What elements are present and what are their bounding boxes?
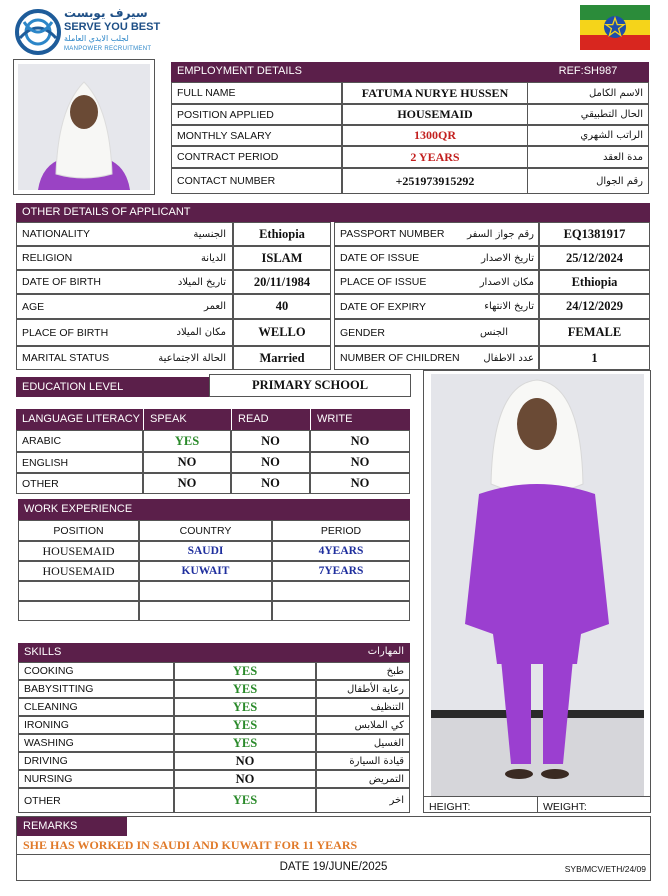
skill-other-arabic: اخر (389, 795, 404, 806)
position-applied-arabic: الحال التطبيقي (580, 109, 643, 120)
religion-value: ISLAM (261, 250, 303, 265)
contact-number-label: CONTACT NUMBER (177, 175, 276, 187)
passport-number-value: EQ1381917 (563, 226, 626, 241)
contract-period-label: CONTRACT PERIOD (177, 151, 279, 163)
skills-title: SKILLS (24, 646, 62, 658)
remarks-text: SHE HAS WORKED IN SAUDI AND KUWAIT FOR 11 YEARS (23, 838, 358, 852)
ethiopia-flag (580, 5, 650, 50)
skill-cooking-arabic: طبخ (386, 665, 404, 677)
marital-status-label: MARITAL STATUS (22, 352, 110, 364)
skill-babysitting-value: YES (232, 681, 258, 696)
gender-value: FEMALE (567, 325, 622, 339)
logo-sub: MANPOWER RECRUITMENT (64, 46, 152, 52)
work-position-1: HOUSEMAID (42, 543, 115, 558)
arabic-write: NO (350, 433, 370, 448)
period-col-header: PERIOD (320, 524, 362, 537)
position-applied-value: HOUSEMAID (397, 107, 473, 121)
language-other-label: OTHER (22, 477, 59, 490)
english-write: NO (350, 455, 370, 469)
remarks-section (16, 816, 651, 855)
gender-label: GENDER (340, 326, 385, 339)
skill-nursing-label: NURSING (24, 773, 73, 785)
skill-washing-arabic: الغسيل (373, 737, 404, 749)
skill-babysitting-label: BABYSITTING (24, 683, 94, 695)
religion-arabic: الديانة (200, 252, 226, 264)
work-country-2: KUWAIT (181, 565, 230, 577)
empty-row (18, 581, 139, 601)
nationality-label: NATIONALITY (22, 228, 91, 240)
full-name-value: FATUMA NURYE HUSSEN (361, 85, 509, 100)
date-of-expiry-arabic: تاريخ الانتهاء (484, 301, 534, 312)
gender-arabic: الجنس (479, 327, 508, 338)
other-details-header: OTHER DETAILS OF APPLICANT (16, 203, 331, 222)
skill-ironing-value: YES (232, 717, 258, 732)
logo-arabic-sub: لجلب الايدي العاملة (64, 34, 129, 43)
place-of-issue-arabic: مكان الاصدار (479, 276, 534, 288)
skills-title-arabic: المهارات (367, 646, 404, 657)
skill-ironing-label: IRONING (24, 719, 69, 731)
date-of-issue-label: DATE OF ISSUE (340, 252, 420, 264)
age-label: AGE (22, 300, 45, 313)
skill-nursing-value: NO (235, 771, 255, 786)
portrait-icon (18, 64, 150, 190)
write-header: WRITE (310, 409, 410, 430)
date-of-birth-value: 20/11/1984 (253, 274, 311, 289)
position-col-header: POSITION (53, 524, 104, 537)
contact-number-value: +251973915292 (395, 173, 475, 188)
full-name-arabic: الاسم الكامل (588, 87, 643, 99)
education-level-box (209, 374, 411, 397)
skill-other-value: YES (232, 793, 258, 807)
number-of-children-arabic: عدد الاطفال (483, 352, 534, 364)
date-of-birth-label: DATE OF BIRTH (22, 276, 101, 288)
skill-cleaning-value: YES (232, 699, 258, 714)
education-level-value: PRIMARY SCHOOL (251, 378, 369, 392)
contract-period-value: 2 YEARS (410, 149, 460, 164)
passport-number-label: PASSPORT NUMBER (340, 228, 445, 240)
work-period-2: 7YEARS (318, 565, 364, 577)
number-of-children-value: 1 (591, 350, 598, 365)
skill-driving-label: DRIVING (24, 755, 68, 767)
skill-cooking-value: YES (232, 663, 258, 678)
education-level-label: EDUCATION LEVEL (16, 377, 209, 397)
english-speak: NO (177, 455, 197, 469)
contract-period-arabic: مدة العقد (603, 151, 643, 163)
place-of-birth-arabic: مكان الميلاد (176, 327, 226, 338)
height-box (424, 796, 538, 813)
full-photo-frame (423, 370, 651, 813)
weight-box (538, 796, 651, 813)
logo-english: SERVE YOU BEST (64, 21, 161, 33)
skill-ironing-arabic: كي الملابس (354, 719, 404, 731)
other-read: NO (261, 476, 280, 490)
company-logo (14, 6, 161, 58)
footer (16, 855, 651, 881)
language-english-label: ENGLISH (22, 456, 69, 469)
skill-cooking-label: COOKING (24, 665, 74, 677)
date-of-birth-arabic: تاريخ الميلاد (177, 276, 226, 288)
passport-number-arabic: رقم جواز السفر (467, 228, 534, 240)
date-of-expiry-label: DATE OF EXPIRY (340, 300, 426, 313)
footer-code: SYB/MCV/ETH/24/09 (564, 864, 646, 874)
skill-washing-value: YES (232, 735, 258, 750)
skill-cleaning-arabic: التنظيف (370, 701, 404, 713)
language-arabic-label: ARABIC (22, 435, 62, 447)
remarks-header: REMARKS (17, 817, 127, 836)
skill-babysitting-arabic: رعاية الأطفال (347, 683, 404, 695)
other-details-header-right (331, 203, 650, 222)
monthly-salary-value: 1300QR (414, 128, 456, 142)
english-read: NO (261, 455, 280, 469)
other-write: NO (350, 476, 370, 490)
full-body-portrait-icon (431, 374, 644, 796)
skills-header (18, 643, 410, 662)
date-of-issue-arabic: تاريخ الاصدار (481, 252, 534, 264)
contact-number-arabic: رقم الجوال (596, 175, 643, 187)
date-of-issue-value: 25/12/2024 (566, 250, 623, 265)
place-of-issue-label: PLACE OF ISSUE (340, 276, 427, 288)
number-of-children-label: NUMBER OF CHILDREN (340, 352, 460, 364)
work-period-1: 4YEARS (318, 545, 364, 557)
table-row (18, 541, 139, 561)
age-arabic: العمر (204, 301, 226, 312)
passport-photo (18, 64, 150, 190)
language-header: LANGUAGE LITERACY (16, 409, 143, 430)
arabic-read: NO (261, 433, 280, 448)
nationality-value: Ethiopia (259, 226, 305, 241)
logo-arabic: سيرف يوبست (64, 6, 148, 20)
work-position-2: HOUSEMAID (42, 563, 115, 578)
passport-photo-frame (13, 59, 155, 195)
full-name-label: FULL NAME (177, 87, 236, 99)
place-of-birth-label: PLACE OF BIRTH (22, 326, 109, 339)
height-label: HEIGHT: (429, 801, 471, 813)
skill-driving-value: NO (235, 753, 255, 768)
logo-globe-icon (14, 8, 62, 56)
marital-status-arabic: الحالة الاجتماعية (158, 352, 226, 364)
skill-cleaning-label: CLEANING (24, 701, 78, 713)
read-header: READ (231, 409, 310, 430)
age-value: 40 (275, 299, 289, 313)
position-applied-label: POSITION APPLIED (177, 108, 274, 121)
work-country-1: SAUDI (187, 545, 224, 557)
place-of-issue-value: Ethiopia (571, 274, 618, 289)
empty-row (18, 601, 139, 621)
date-of-expiry-value: 24/12/2029 (566, 299, 623, 313)
other-speak: NO (177, 476, 197, 490)
table-row (18, 561, 139, 581)
country-col-header: COUNTRY (179, 524, 232, 537)
footer-date: DATE 19/JUNE/2025 (279, 861, 388, 873)
work-experience-header: WORK EXPERIENCE (18, 499, 410, 520)
monthly-salary-arabic: الراتب الشهري (580, 130, 643, 141)
place-of-birth-value: WELLO (258, 325, 306, 339)
monthly-salary-label: MONTHLY SALARY (177, 129, 272, 142)
skill-other-label: OTHER (24, 794, 61, 807)
skill-washing-label: WASHING (24, 737, 74, 749)
skill-driving-arabic: قيادة السيارة (349, 755, 404, 767)
marital-status-value: Married (259, 350, 305, 365)
religion-label: RELIGION (22, 252, 73, 264)
skill-nursing-arabic: التمريض (368, 773, 404, 785)
flag-star-icon (603, 15, 627, 39)
reference-number: REF:SH987 (527, 62, 649, 82)
arabic-speak: YES (174, 433, 200, 448)
weight-label: WEIGHT: (543, 801, 587, 813)
speak-header: SPEAK (143, 409, 231, 430)
nationality-arabic: الجنسية (193, 228, 226, 240)
employment-details-header: EMPLOYMENT DETAILS (171, 62, 527, 82)
full-body-photo (431, 374, 644, 796)
